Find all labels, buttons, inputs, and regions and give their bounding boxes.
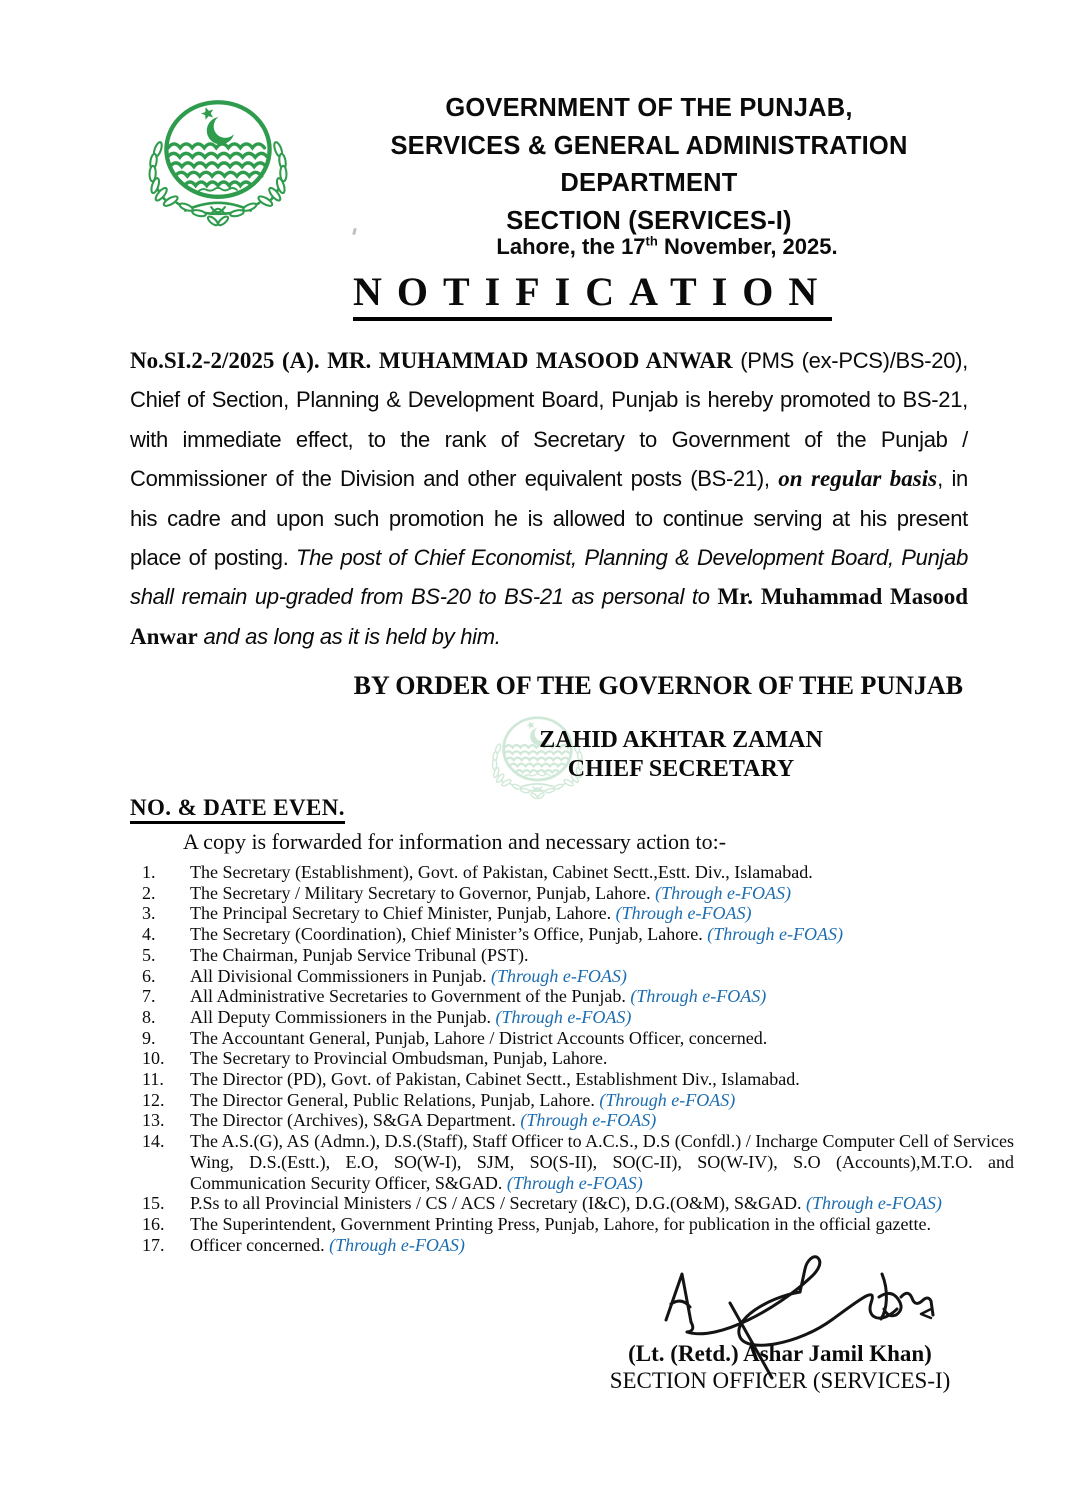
date-line [340,234,994,260]
recipient-body: The Superintendent, Government Printing Press, Punjab, Lahore, for publication in the official gazette. [190,1213,931,1234]
recipient-number: 3. [142,903,156,924]
recipient-row [142,1069,1014,1090]
recipient-number: 12. [142,1089,165,1110]
recipient-text [190,862,1014,883]
body-segment: , in his cadre and upon such promotion he is allowed to continue serving at his present place of posting. [130,466,968,571]
recipient-row [142,924,1014,945]
recipient-number: 15. [142,1193,165,1214]
by-order-line: BY ORDER OF THE GOVERNOR OF THE PUNJAB [353,671,963,700]
recipient-text [190,883,1014,904]
org-line-3: DEPARTMENT [560,169,738,197]
efoas-note: (Through e-FOAS) [806,1193,942,1214]
recipient-body: The Secretary / Military Secretary to Governor, Punjab, Lahore. [190,882,651,903]
recipient-number: 14. [142,1131,165,1152]
recipient-row [142,1214,1014,1235]
recipient-number: 17. [142,1234,165,1255]
recipient-text [190,1214,1014,1235]
recipient-text [190,966,1014,987]
footer-signatory-title: SECTION OFFICER (SERVICES-I) [609,1367,951,1393]
date-prefix: Lahore, the 17 [496,234,646,259]
footer-signatory-block [607,1341,953,1394]
efoas-note: (Through e-FOAS) [615,903,752,924]
recipient-row [142,1048,1014,1069]
officer-name-bold: Mr. Muhammad Masood Anwar [130,584,968,649]
efoas-note: (Through e-FOAS) [655,882,791,903]
recipient-body: The Principal Secretary to Chief Minister, Punjab, Lahore. [190,903,612,924]
org-line-4: SECTION (SERVICES-I) [506,206,792,235]
recipient-number: 11. [142,1069,164,1090]
body-segment-italic: The post of Chief Economist, Planning & Development Board, Punjab shall remain up-graded from BS-20 to BS-21 as personal to [130,545,969,610]
efoas-note: (Through e-FOAS) [329,1234,465,1255]
recipient-row [142,1007,1014,1028]
recipient-body: All Divisional Commissioners in Punjab. [190,965,487,986]
no-and-date-heading: NO. & DATE EVEN. [130,795,345,824]
recipient-number: 7. [142,986,156,1007]
efoas-note: (Through e-FOAS) [707,924,844,945]
recipient-row [142,1110,1014,1131]
recipient-text [190,1048,1014,1069]
reference-number-and-officer-name: No.SI.2-2/2025 (A). MR. MUHAMMAD MASOOD ANWAR [130,348,733,373]
org-line-1: GOVERNMENT OF THE PUNJAB, [445,94,853,122]
letterhead [338,90,960,240]
recipient-number: 5. [142,944,156,965]
recipient-body: P.Ss to all Provincial Ministers / CS / ACS / Secretary (I&C), D.G.(O&M), S&GAD. [190,1193,802,1214]
recipient-text [190,903,1014,924]
recipient-text [190,1069,1014,1090]
recipient-row [142,1090,1014,1111]
recipient-number: 4. [142,924,156,945]
recipient-text [190,1007,1014,1028]
recipient-number: 10. [142,1048,165,1069]
efoas-note: (Through e-FOAS) [599,1089,736,1110]
recipient-row [142,986,1014,1007]
recipient-number: 1. [142,862,156,882]
recipient-text [190,1090,1014,1111]
recipient-row [142,862,1014,883]
recipient-number: 13. [142,1110,165,1131]
recipient-text [190,1131,1014,1193]
page-title: NOTIFICATION [353,272,832,321]
recipient-text [190,986,1014,1007]
recipient-body: The Director General, Public Relations, Punjab, Lahore. [190,1089,595,1110]
recipients-list [142,862,1014,1255]
footer-signatory-name: (Lt. (Retd.) Ashar Jamil Khan) [628,1341,932,1366]
recipient-number: 9. [142,1027,156,1048]
efoas-note: (Through e-FOAS) [491,965,627,986]
recipient-row [142,1193,1014,1214]
recipient-row [142,966,1014,987]
date-ordinal-suffix: th [645,233,658,249]
recipient-row [142,883,1014,904]
body-segment-italic: and as long as it is held by him. [197,623,501,649]
recipient-number: 8. [142,1006,156,1027]
recipient-row [142,1028,1014,1049]
recipient-number: 16. [142,1213,165,1234]
body-segment: (PMS (ex-PCS)/BS-20), Chief of Section, Planning & Development Board, Punjab is hereby promoted to BS-21, with immediate effect, to the rank of Secretary to Government of the Punjab / Commissioner of the Division and other equivalent posts (BS-21), [130,348,968,492]
date-suffix: November, 2025. [657,234,838,259]
recipient-body: All Administrative Secretaries to Government of the Punjab. [190,986,626,1007]
recipient-row [142,945,1014,966]
signatory-title: CHIEF SECRETARY [567,755,795,782]
efoas-note: (Through e-FOAS) [520,1110,657,1131]
recipient-number: 2. [142,882,156,903]
recipient-body: The A.S.(G), AS (Admn.), D.S.(Staff), Staff Officer to A.C.S., D.S (Confdl.) / Incharge Computer Cell of Services Wing, D.S.(Estt.), E.O, SO(W-I), SJM, SO(S-II), SO(C-II), SO(W-IV), S.O (Accounts),M.T.O. and Communication Security Officer, S&GAD. [190,1131,1014,1193]
body-paragraph [130,341,968,656]
punjab-emblem-icon [132,96,304,234]
recipient-body: All Deputy Commissioners in the Punjab. [190,1006,491,1027]
emphasis-on-regular-basis: on regular basis [778,466,938,492]
recipient-row [142,903,1014,924]
efoas-note: (Through e-FOAS) [630,986,767,1007]
recipient-body: Officer concerned. [190,1234,325,1255]
signatory-name: ZAHID AKHTAR ZAMAN [539,727,823,753]
recipient-row [142,1131,1014,1193]
recipient-body: The Secretary to Provincial Ombudsman, Punjab, Lahore. [190,1048,608,1069]
recipient-text [190,945,1014,966]
efoas-note: (Through e-FOAS) [495,1006,632,1027]
copy-forward-line: A copy is forwarded for information and necessary action to:- [183,829,727,854]
recipient-body: The Director (Archives), S&GA Department. [190,1110,516,1131]
recipient-body: The Director (PD), Govt. of Pakistan, Cabinet Sectt., Establishment Div., Islamabad. [190,1069,800,1090]
efoas-note: (Through e-FOAS) [506,1172,643,1193]
recipient-body: The Chairman, Punjab Service Tribunal (PST). [190,944,529,965]
recipient-body: The Secretary (Coordination), Chief Minister’s Office, Punjab, Lahore. [190,924,703,945]
recipient-text [190,1193,1014,1214]
recipient-body: The Accountant General, Punjab, Lahore / District Accounts Officer, concerned. [190,1027,768,1048]
signatory-block [409,726,953,783]
recipient-text [190,1110,1014,1131]
recipient-body: The Secretary (Establishment), Govt. of Pakistan, Cabinet Sectt.,Estt. Div., Islamabad. [190,862,813,882]
org-line-2: SERVICES & GENERAL ADMINISTRATION [390,131,908,160]
recipient-text [190,924,1014,945]
recipient-text [190,1028,1014,1049]
recipient-number: 6. [142,965,156,986]
